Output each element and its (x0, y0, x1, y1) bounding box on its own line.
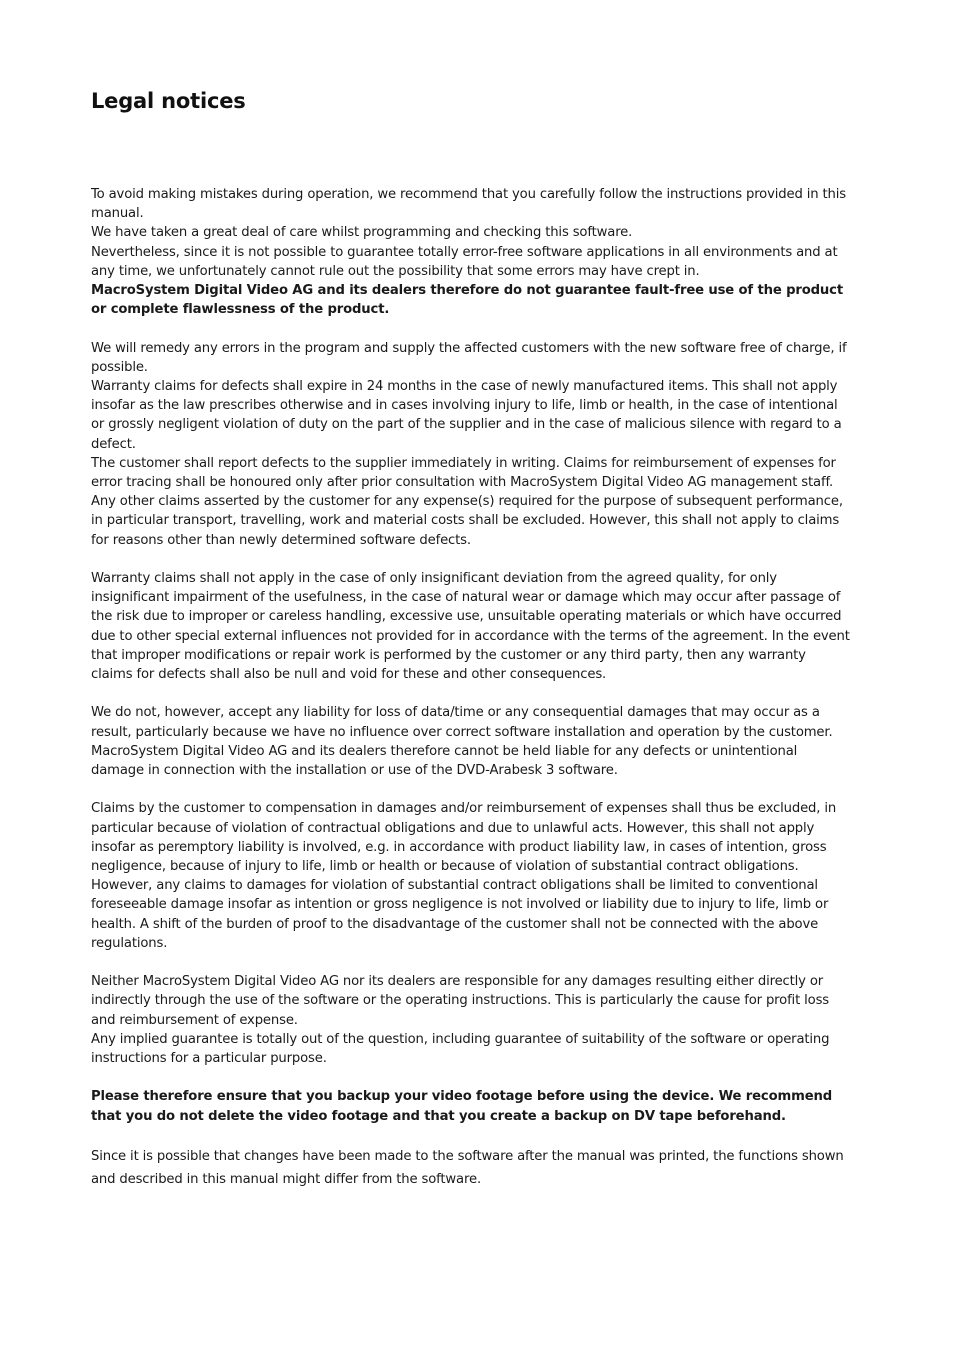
paragraph-spacer (91, 1068, 851, 1087)
paragraph-spacer (91, 1126, 851, 1145)
paragraph-warranty-expiry: Warranty claims for defects shall expire in 24 months in the case of newly manufactured items. This shall not apply insofar as the law prescribes otherwise and in cases involving injury to life, limb or health, in the case of intentional or grossly negligent violation of duty on the part of the supplier and in the case of malicious silence with regard to a defect. (91, 379, 842, 452)
paragraph-warranty-exclusions: Warranty claims shall not apply in the case of only insignificant deviation from the agreed quality, for only insignificant impairment of the usefulness, in the case of natural wear or damage which may occur after passage of the risk due to improper or careless handling, excessive use, unsuitable operating materials or which have occurred due to other special external influences not provided for in accordance with the terms of the agreement. In the event that improper modifications or repair work is performed by the customer or any third party, then any warranty claims for defects shall also be null and void for these and other consequences. (91, 571, 850, 683)
paragraph-no-guarantee: MacroSystem Digital Video AG and its dealers therefore do not guarantee fault-free use of the product or complete flawlessness of the product. (91, 283, 843, 318)
paragraph-nevertheless: Nevertheless, since it is not possible to guarantee totally error-free software applications in all environments and at any time, we unfortunately cannot rule out the possibility that some errors may have crept in. (91, 244, 838, 279)
paragraph-responsibility: Neither MacroSystem Digital Video AG nor its dealers are responsible for any damages resulting either directly or indirectly through the use of the software or the operating instructions. This is particularly the cause for profit loss and reimbursement of expense. (91, 974, 830, 1028)
legal-text-body (91, 185, 851, 1191)
paragraph-backup-warning: Please therefore ensure that you backup your video footage before using the device. We recommend that you do not delete the video footage and that you create a backup on DV tape beforehand. (91, 1089, 833, 1124)
paragraph-other-claims: Any other claims asserted by the customer for any expense(s) required for the purpose of subsequent performance, in particular transport, travelling, work and material costs shall be excluded. However, this shall not apply to claims for reasons other than newly determined software defects. (91, 494, 843, 548)
paragraph-remedy: We will remedy any errors in the program and supply the affected customers with the new software free of charge, if possible. (91, 340, 847, 375)
paragraph-intro: To avoid making mistakes during operation, we recommend that you carefully follow the instructions provided in this manual. (91, 187, 846, 222)
paragraph-implied-guarantee: Any implied guarantee is totally out of the question, including guarantee of suitability of the software or operating instructions for a particular purpose. (91, 1031, 830, 1067)
paragraph-spacer (91, 319, 851, 338)
paragraph-spacer (91, 953, 851, 972)
paragraph-spacer (91, 780, 851, 799)
paragraph-care: We have taken a great deal of care whilst programming and checking this software. (91, 225, 633, 241)
page-title: Legal notices (91, 89, 246, 113)
paragraph-compensation: Claims by the customer to compensation in damages and/or reimbursement of expenses shall thus be excluded, in particular because of violation of contractual obligations and due to unlawful acts. However, this shall not apply insofar as peremptory liability is involved, e.g. in accordance with product liability law, in cases of intention, gross negligence, because of injury to life, limb or health or because of violation of substantial contract obligations. However, any claims to damages for violation of substantial contract obligations shall be limited to conventional foreseeable damage insofar as intention or gross negligence is not involved or liability due to injury to life, limb or health. A shift of the burden of proof to the disadvantage of the customer shall not be connected with the above regulations. (91, 801, 837, 951)
paragraph-software-changes: Since it is possible that changes have been made to the software after the manual was printed, the functions shown and described in this manual might differ from the software. (91, 1149, 844, 1188)
paragraph-data-loss: We do not, however, accept any liability for loss of data/time or any consequential damages that may occur as a result, particularly because we have no influence over correct software installation and operation by the customer. MacroSystem Digital Video AG and its dealers therefore cannot be held liable for any defects or unintentional damage in connection with the installation or use of the DVD-Arabesk 3 software. (91, 705, 833, 779)
paragraph-spacer (91, 550, 851, 569)
paragraph-spacer (91, 684, 851, 703)
paragraph-report-defects: The customer shall report defects to the supplier immediately in writing. Claims for reimbursement of expenses for error tracing shall be honoured only after prior consultation with MacroSystem Digital Video AG management staff. (91, 455, 836, 491)
